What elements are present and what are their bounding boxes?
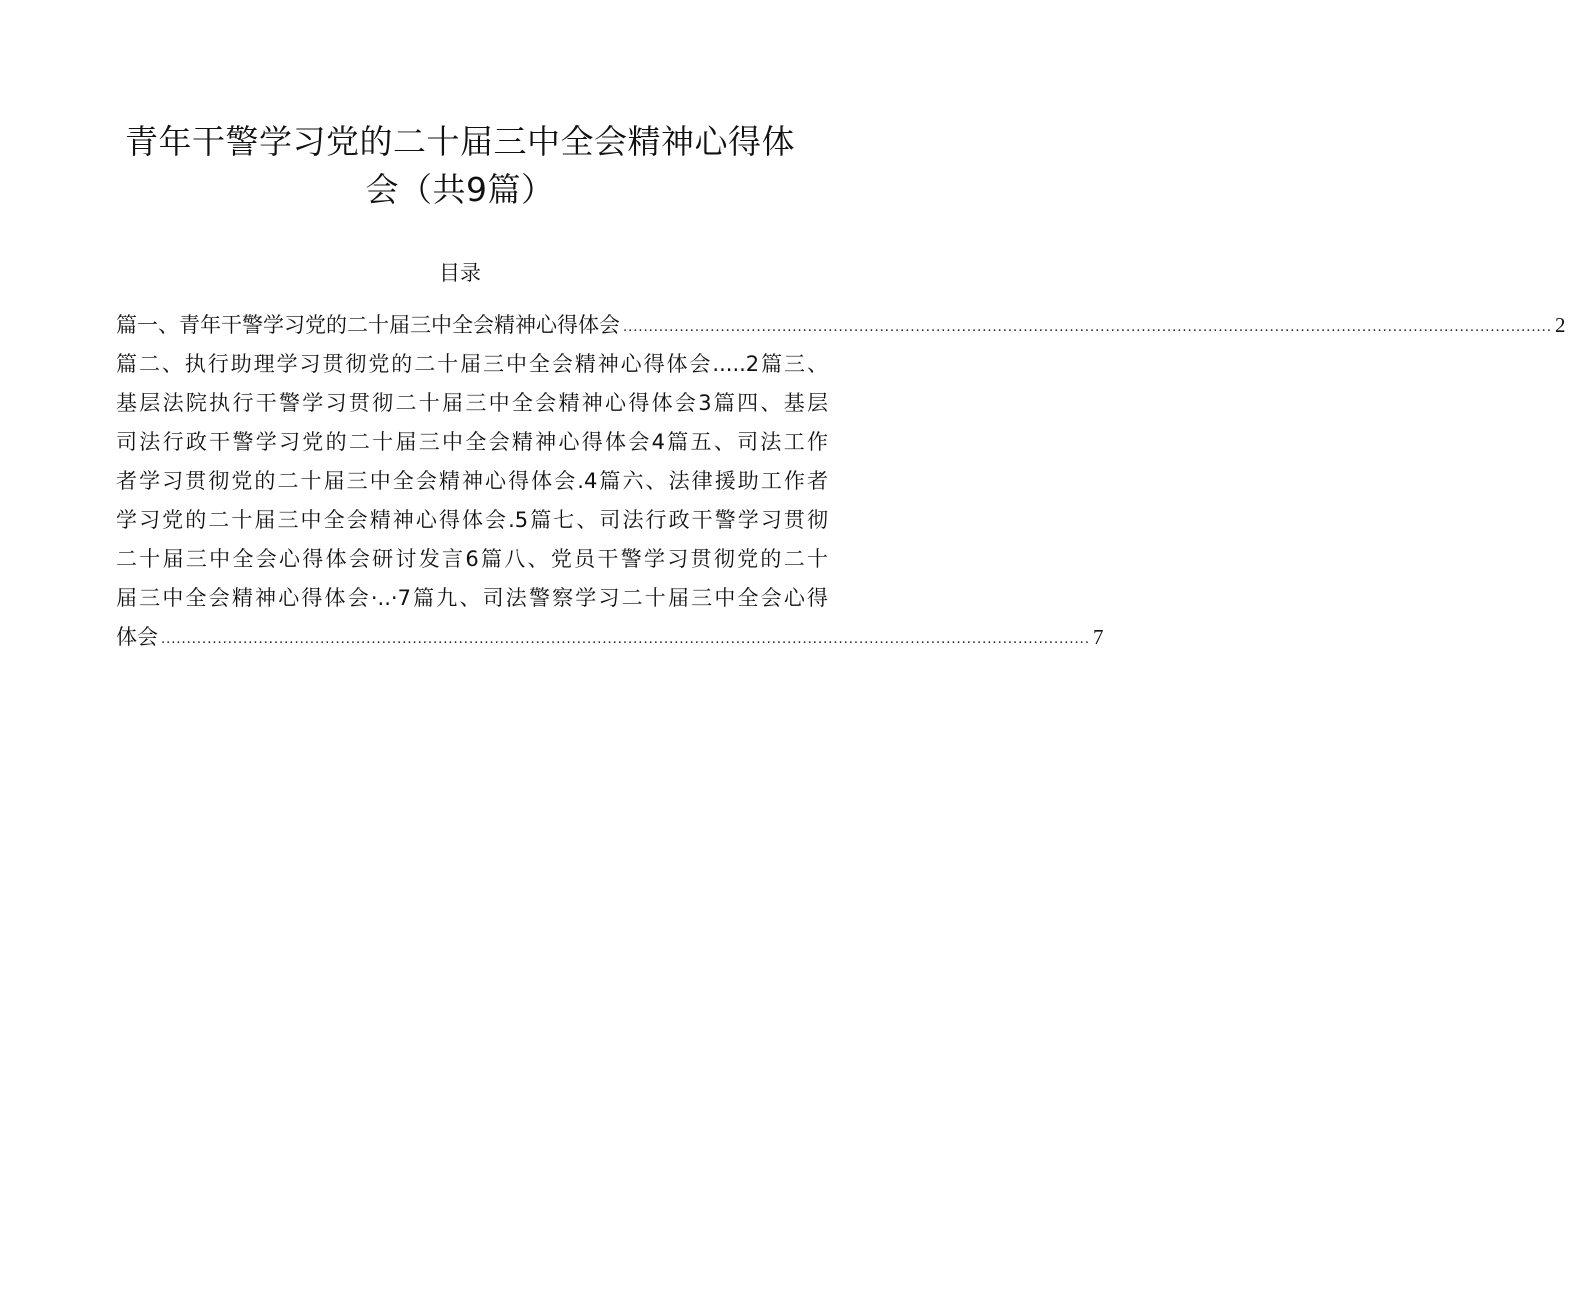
toc-leader-dots: ..................................................................................................................................................................................... [161,632,1090,647]
toc-leader-dots: ..................................................................................................................................................................................... [623,320,1552,335]
toc-entry-9[interactable] [116,618,1104,657]
table-of-contents [116,306,1566,657]
document-title [120,118,800,214]
toc-entry-5[interactable]: 者学习贯彻党的二十届三中全会精神心得体会.4篇六、法律援助工作者 [116,469,828,493]
title-line-1: 青年干警学习党的二十届三中全会精神心得体 [125,122,795,161]
toc-heading: 目录 [439,261,481,285]
toc-entry-1[interactable] [116,306,1566,345]
toc-entry-text: 体会 [116,625,158,649]
toc-page-number: 2 [1554,313,1566,337]
toc-entry-4[interactable]: 司法行政干警学习党的二十届三中全会精神心得体会4篇五、司法工作 [116,430,828,454]
toc-entry-7[interactable]: 二十届三中全会心得体会研讨发言6篇八、党员干警学习贯彻党的二十 [116,547,828,571]
toc-entry-text: 篇一、青年干警学习党的二十届三中全会精神心得体会 [116,313,620,337]
toc-page-number: 7 [1092,625,1104,649]
toc-entry-8[interactable]: 届三中全会精神心得体会·..·7篇九、司法警察学习二十届三中全会心得 [116,586,828,610]
title-line-2: 会（共9篇） [365,170,555,209]
toc-entry-2[interactable]: 篇二、执行助理学习贯彻党的二十届三中全会精神心得体会.....2篇三、 [116,352,828,376]
toc-entry-3[interactable]: 基层法院执行干警学习贯彻二十届三中全会精神心得体会3篇四、基层 [116,391,828,415]
toc-entry-6[interactable]: 学习党的二十届三中全会精神心得体会.5篇七、司法行政干警学习贯彻 [116,508,828,532]
